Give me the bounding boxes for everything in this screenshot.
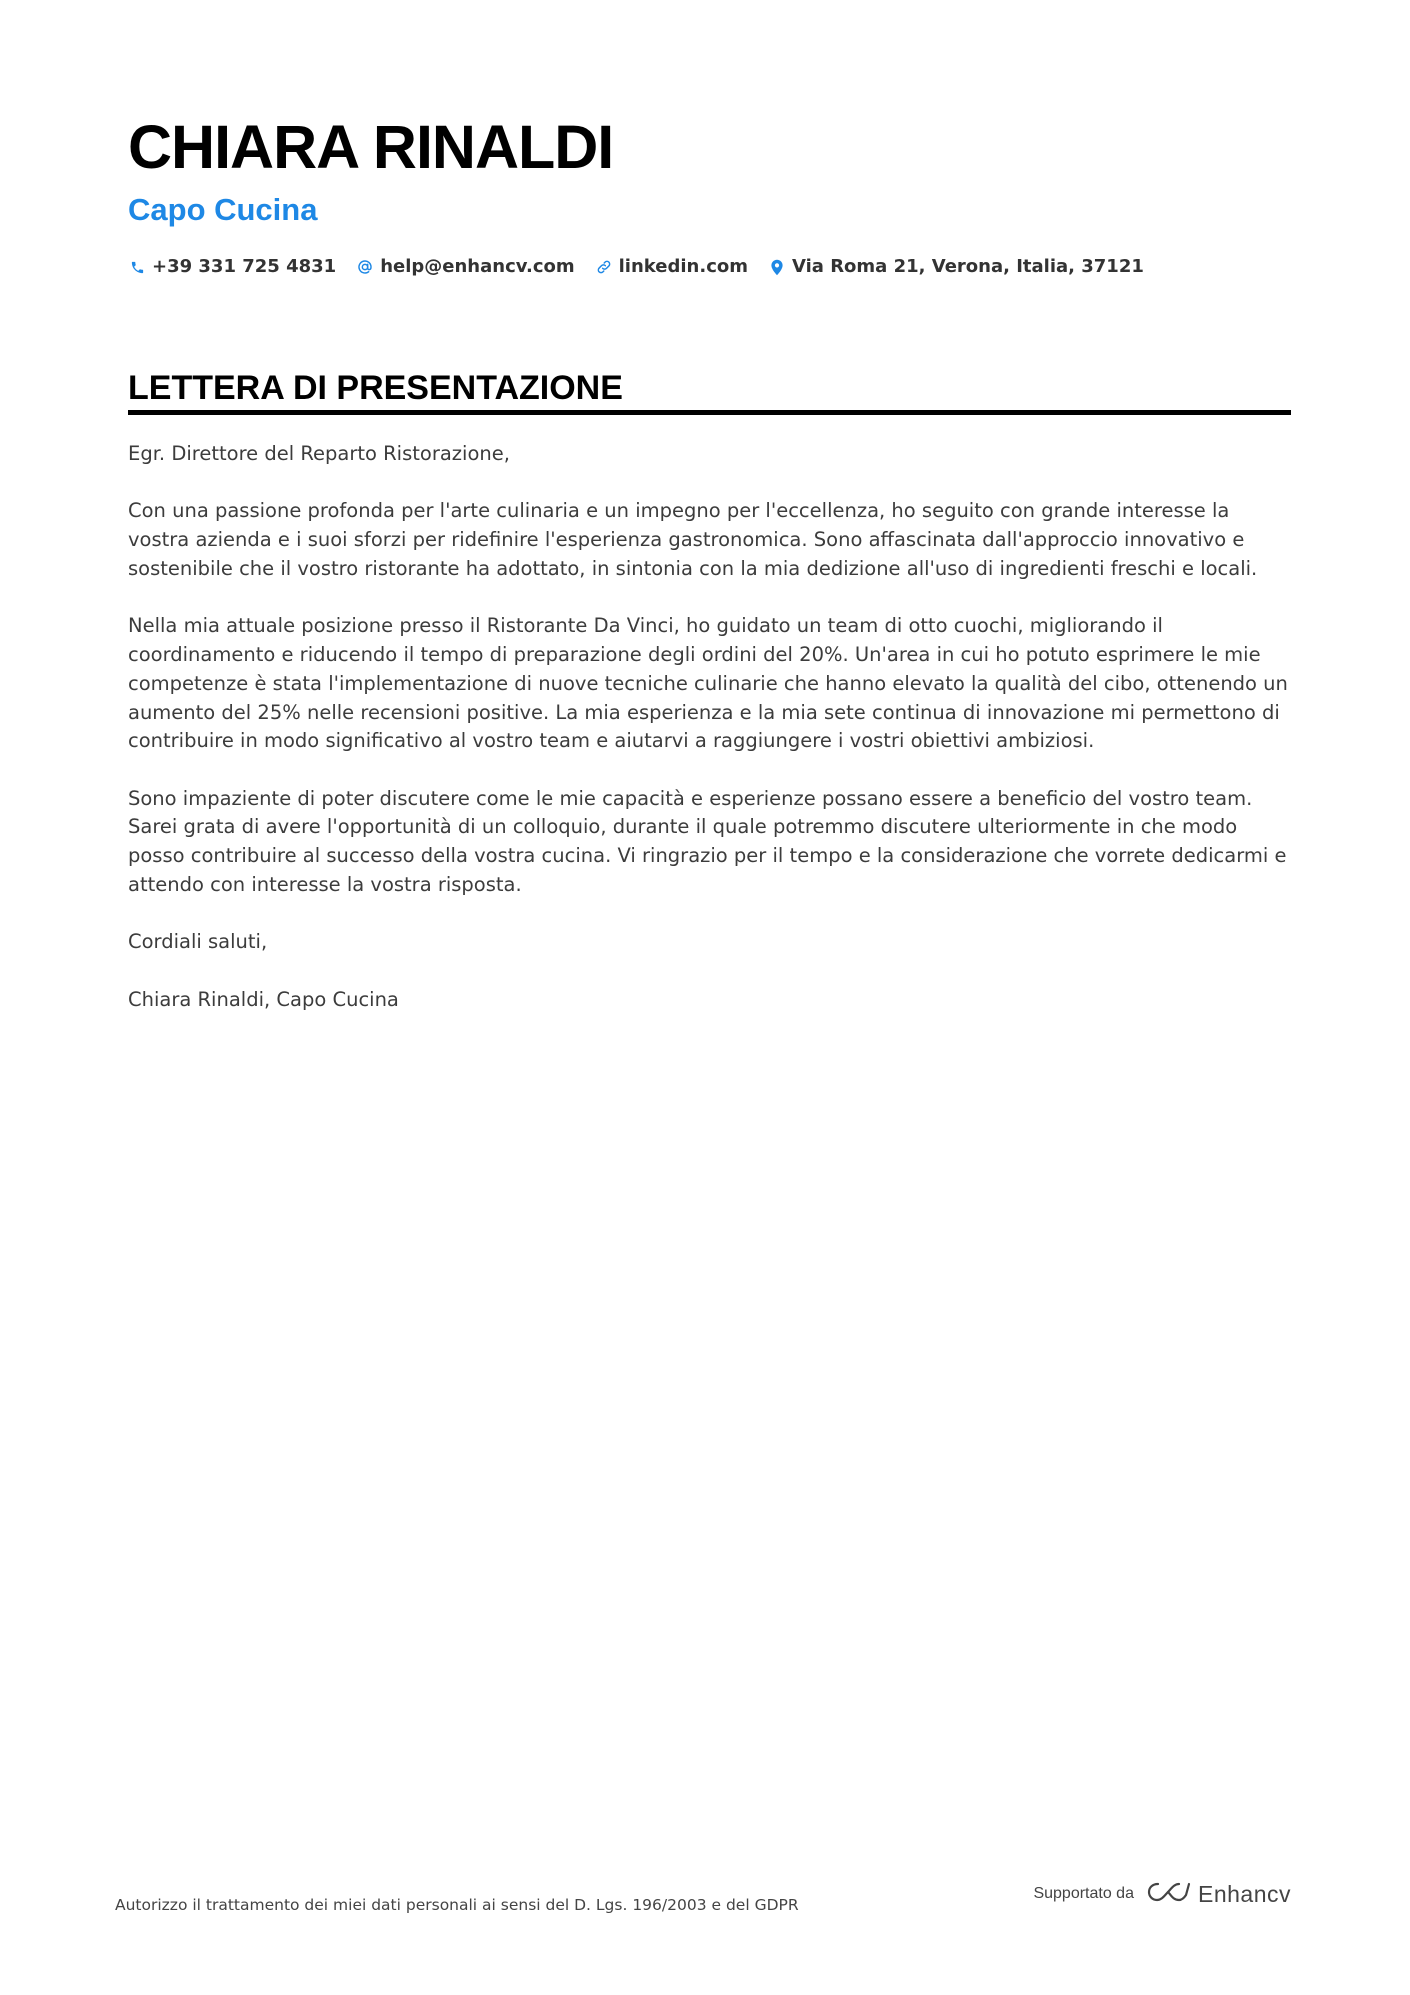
at-sign-icon: [356, 258, 374, 276]
letter-paragraph: Sono impaziente di poter discutere come le mie capacità e esperienze possano essere a beneficio del vostro team. Sarei grata di avere l'opportunità di un colloquio, durante il quale potremmo discutere ulteriormente in che modo posso contribuire al successo della vostra cucina. Vi ringrazio per il tempo e la considerazione che vorrete dedicarmi e attendo con interesse la vostra risposta.: [128, 786, 1287, 897]
contact-linkedin[interactable]: [595, 252, 748, 282]
email-address: help@enhancv.com: [380, 256, 575, 277]
section-title: LETTERA DI PRESENTAZIONE: [128, 369, 623, 407]
letter-body: [128, 440, 1291, 1043]
candidate-job-title: Capo Cucina: [128, 192, 318, 227]
letter-paragraph: Con una passione profonda per l'arte culinaria e un impegno per l'eccellenza, ho seguito con grande interesse la vostra azienda e i suoi sforzi per ridefinire l'esperienza gastronomica. Sono affascinata dall'approccio innovativo e sostenibile che il vostro ristorante ha adottato, in sintonia con la mia dedizione all'uso di ingredienti freschi e locali.: [128, 499, 1258, 580]
contact-phone[interactable]: [128, 252, 336, 282]
supported-by-label: Supportato da: [1033, 1885, 1134, 1902]
candidate-name: CHIARA RINALDI: [128, 113, 614, 181]
map-pin-icon: [768, 258, 786, 276]
contact-address: [768, 252, 1144, 282]
privacy-consent: Autorizzo il trattamento dei miei dati personali ai sensi del D. Lgs. 196/2003 e del GDPR: [115, 1896, 799, 1914]
letter-closing: Cordiali saluti,: [128, 930, 268, 954]
powered-by[interactable]: [1033, 1880, 1291, 1908]
enhancv-logo-icon: [1146, 1880, 1192, 1908]
phone-icon: [128, 258, 146, 276]
contact-email[interactable]: [356, 252, 574, 282]
brand-name: Enhancv: [1197, 1880, 1291, 1907]
phone-number: +39 331 725 4831: [152, 256, 337, 277]
letter-salutation: Egr. Direttore del Reparto Ristorazione,: [128, 442, 510, 465]
address-text: Via Roma 21, Verona, Italia, 37121: [792, 256, 1144, 277]
contact-bar: [128, 252, 1164, 282]
link-icon: [595, 258, 613, 276]
section-divider: [128, 410, 1291, 415]
letter-signature: Chiara Rinaldi, Capo Cucina: [128, 987, 399, 1011]
letter-paragraph: Nella mia attuale posizione presso il Ristorante Da Vinci, ho guidato un team di otto cuochi, migliorando il coordinamento e riducendo il tempo di preparazione degli ordini del 20%. Un'area in cui ho potuto esprimere le mie competenze è stata l'implementazione di nuove tecniche culinarie che hanno elevato la qualità del cibo, ottenendo un aumento del 25% nelle recensioni positive. La mia esperienza e la mia sete continua di innovazione mi permettono di contribuire in modo significativo al vostro team e aiutarvi a raggiungere i vostri obiettivi ambiziosi.: [128, 614, 1288, 753]
linkedin-link: linkedin.com: [618, 256, 748, 277]
